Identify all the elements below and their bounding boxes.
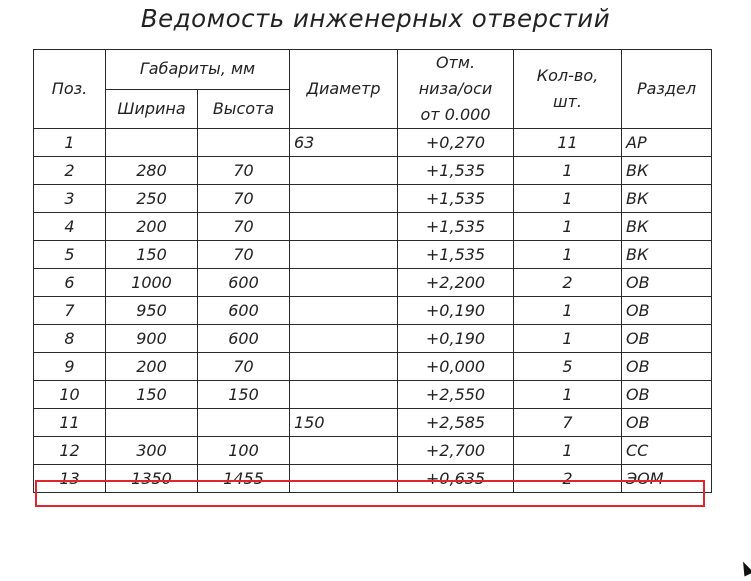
table-row xyxy=(34,437,712,465)
cell-width: 200 xyxy=(106,213,198,241)
cell-diameter xyxy=(290,185,398,213)
table-row xyxy=(34,157,712,185)
cell-quantity: 11 xyxy=(514,129,622,157)
header-pos: Поз. xyxy=(34,50,106,129)
table-row xyxy=(34,381,712,409)
cell-diameter xyxy=(290,157,398,185)
cell-section: ВК xyxy=(622,185,712,213)
cell-pos: 11 xyxy=(34,409,106,437)
header-row-1 xyxy=(34,50,712,90)
cell-diameter xyxy=(290,325,398,353)
table-row xyxy=(34,213,712,241)
table-row xyxy=(34,185,712,213)
cell-quantity: 1 xyxy=(514,297,622,325)
cell-section: АР xyxy=(622,129,712,157)
table-row xyxy=(34,465,712,493)
openings-schedule-table xyxy=(33,49,712,493)
cell-section: ВК xyxy=(622,157,712,185)
header-quantity-line-2: шт. xyxy=(552,92,583,111)
cell-quantity: 2 xyxy=(514,269,622,297)
table-row xyxy=(34,241,712,269)
cell-quantity: 1 xyxy=(514,185,622,213)
cell-width: 1350 xyxy=(106,465,198,493)
cell-height: 1455 xyxy=(198,465,290,493)
cell-pos: 13 xyxy=(34,465,106,493)
cell-section: СС xyxy=(622,437,712,465)
cell-section: ОВ xyxy=(622,409,712,437)
header-width: Ширина xyxy=(106,89,198,129)
cell-pos: 5 xyxy=(34,241,106,269)
cell-elevation: +1,535 xyxy=(398,241,514,269)
header-elevation-line-3: от 0.000 xyxy=(420,105,491,124)
cell-height: 600 xyxy=(198,325,290,353)
cell-height: 100 xyxy=(198,437,290,465)
header-dimensions: Габариты, мм xyxy=(106,50,290,90)
cell-section: ОВ xyxy=(622,353,712,381)
cell-section: ВК xyxy=(622,241,712,269)
cell-diameter xyxy=(290,269,398,297)
cell-elevation: +2,700 xyxy=(398,437,514,465)
cell-section: ВК xyxy=(622,213,712,241)
cell-pos: 8 xyxy=(34,325,106,353)
cell-quantity: 1 xyxy=(514,381,622,409)
page-title: Ведомость инженерных отверстий xyxy=(140,4,611,33)
cell-quantity: 5 xyxy=(514,353,622,381)
cell-width: 950 xyxy=(106,297,198,325)
cell-diameter xyxy=(290,353,398,381)
cell-quantity: 7 xyxy=(514,409,622,437)
table-row xyxy=(34,325,712,353)
cell-height: 150 xyxy=(198,381,290,409)
cell-pos: 4 xyxy=(34,213,106,241)
cell-width xyxy=(106,409,198,437)
cell-section: ОВ xyxy=(622,269,712,297)
cell-quantity: 1 xyxy=(514,213,622,241)
cell-quantity: 1 xyxy=(514,241,622,269)
cell-width: 300 xyxy=(106,437,198,465)
cell-section: ОВ xyxy=(622,325,712,353)
header-elevation xyxy=(398,50,514,129)
cell-height: 70 xyxy=(198,213,290,241)
cell-height: 70 xyxy=(198,185,290,213)
header-elevation-line-1: Отм. xyxy=(435,53,476,72)
cell-pos: 6 xyxy=(34,269,106,297)
cell-diameter xyxy=(290,297,398,325)
header-height: Высота xyxy=(198,89,290,129)
cell-width: 150 xyxy=(106,381,198,409)
cell-quantity: 1 xyxy=(514,437,622,465)
cell-height xyxy=(198,409,290,437)
cell-pos: 2 xyxy=(34,157,106,185)
cell-width: 1000 xyxy=(106,269,198,297)
cell-section: ЭОМ xyxy=(622,465,712,493)
cell-elevation: +0,190 xyxy=(398,297,514,325)
cell-pos: 9 xyxy=(34,353,106,381)
cell-elevation: +2,200 xyxy=(398,269,514,297)
cell-width: 200 xyxy=(106,353,198,381)
cell-diameter xyxy=(290,241,398,269)
table-row xyxy=(34,269,712,297)
cell-pos: 7 xyxy=(34,297,106,325)
cell-height: 70 xyxy=(198,157,290,185)
cell-height: 70 xyxy=(198,353,290,381)
table-row xyxy=(34,129,712,157)
cell-pos: 12 xyxy=(34,437,106,465)
cell-width: 900 xyxy=(106,325,198,353)
header-elevation-line-2: низа/оси xyxy=(418,79,493,98)
cell-diameter xyxy=(290,381,398,409)
header-quantity-line-1: Кол-во, xyxy=(536,66,599,85)
cell-diameter: 150 xyxy=(290,409,398,437)
table-row xyxy=(34,353,712,381)
cell-pos: 3 xyxy=(34,185,106,213)
cell-width: 150 xyxy=(106,241,198,269)
cell-diameter xyxy=(290,437,398,465)
cell-quantity: 2 xyxy=(514,465,622,493)
cell-height: 600 xyxy=(198,269,290,297)
cell-pos: 10 xyxy=(34,381,106,409)
cell-width: 250 xyxy=(106,185,198,213)
cell-section: ОВ xyxy=(622,381,712,409)
cell-width: 280 xyxy=(106,157,198,185)
cell-quantity: 1 xyxy=(514,157,622,185)
header-section: Раздел xyxy=(622,50,712,129)
cell-elevation: +0,190 xyxy=(398,325,514,353)
cell-elevation: +1,535 xyxy=(398,213,514,241)
cell-height xyxy=(198,129,290,157)
cell-elevation: +1,535 xyxy=(398,157,514,185)
cell-height: 70 xyxy=(198,241,290,269)
cell-pos: 1 xyxy=(34,129,106,157)
header-quantity xyxy=(514,50,622,129)
cell-elevation: +2,585 xyxy=(398,409,514,437)
table-row xyxy=(34,297,712,325)
cell-elevation: +2,550 xyxy=(398,381,514,409)
cell-elevation: +0,635 xyxy=(398,465,514,493)
cell-height: 600 xyxy=(198,297,290,325)
cell-diameter xyxy=(290,213,398,241)
cell-elevation: +0,270 xyxy=(398,129,514,157)
cell-elevation: +1,535 xyxy=(398,185,514,213)
cell-section: ОВ xyxy=(622,297,712,325)
cell-quantity: 1 xyxy=(514,325,622,353)
mouse-cursor-icon xyxy=(739,560,751,577)
table-row xyxy=(34,409,712,437)
cell-diameter xyxy=(290,465,398,493)
cell-diameter: 63 xyxy=(290,129,398,157)
cell-width xyxy=(106,129,198,157)
cell-elevation: +0,000 xyxy=(398,353,514,381)
header-diameter: Диаметр xyxy=(290,50,398,129)
